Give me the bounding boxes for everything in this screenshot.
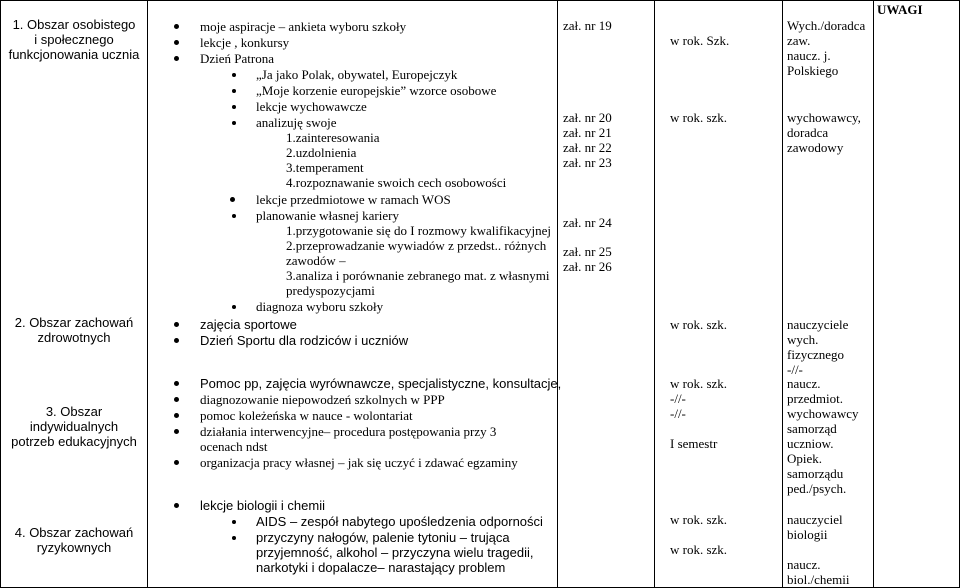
content-text: narkotyki i dopalacze– narastający problem bbox=[256, 560, 506, 575]
content-text: predyspozycjami bbox=[286, 283, 375, 298]
attachment-ref: zał. nr 20 bbox=[563, 110, 612, 125]
content-subitem: „Ja jako Polak, obywatel, Europejczyk bbox=[256, 67, 458, 82]
responsible-text: naucz. j. bbox=[787, 48, 831, 63]
content-subitem: „Moje korzenie europejskie” wzorce osobowe bbox=[256, 83, 497, 98]
uwagi-header: UWAGI bbox=[877, 2, 923, 17]
area-line: 2. Obszar zachowań bbox=[14, 315, 134, 330]
content-text: 2.uzdolnienia bbox=[286, 145, 357, 160]
content-item: zajęcia sportowe bbox=[200, 317, 297, 332]
content-item: lekcje przedmiotowe w ramach WOS bbox=[256, 192, 451, 207]
term: w rok. szk. bbox=[670, 376, 728, 391]
content-text: 1.przygotowanie się do I rozmowy kwalifikacyjnej bbox=[286, 223, 551, 238]
area-line: zdrowotnych bbox=[37, 330, 111, 345]
area-1 bbox=[2, 17, 146, 62]
col-border bbox=[0, 0, 1, 588]
term: -//- bbox=[670, 406, 686, 421]
area-line: funkcjonowania ucznia bbox=[8, 47, 140, 62]
responsible-text: ped./psych. bbox=[787, 481, 847, 496]
content-text: 2.przeprowadzanie wywiadów z przedst.. różnych bbox=[286, 238, 547, 253]
attachment-ref: zał. nr 23 bbox=[563, 155, 612, 170]
responsible-text: wych. bbox=[787, 332, 819, 347]
responsible-text: samorząd bbox=[787, 421, 837, 436]
col-border bbox=[782, 0, 783, 588]
content-item: organizacja pracy własnej – jak się uczyć i zdawać egzaminy bbox=[200, 455, 518, 470]
content-item: moje aspiracje – ankieta wyboru szkoły bbox=[200, 19, 407, 34]
responsible-text: -//- bbox=[787, 362, 803, 377]
responsible-text: doradca bbox=[787, 125, 829, 140]
area-line: potrzeb edukacyjnych bbox=[11, 434, 137, 449]
attachment-ref: zał. nr 25 bbox=[563, 244, 612, 259]
area-line: ryzykownych bbox=[36, 540, 112, 555]
responsible-text: samorządu bbox=[787, 466, 844, 481]
responsible-text: zawodowy bbox=[787, 140, 844, 155]
term: w rok. Szk. bbox=[670, 33, 730, 48]
content-subitem: AIDS – zespół nabytego upośledzenia odporności bbox=[256, 514, 543, 529]
content-subitem: diagnoza wyboru szkoły bbox=[256, 299, 384, 314]
term: w rok. szk. bbox=[670, 110, 728, 125]
responsible-text: fizycznego bbox=[787, 347, 845, 362]
content-text: 3.analiza i porównanie zebranego mat. z własnymi bbox=[286, 268, 550, 283]
content-text: przyjemność, alkohol – przyczyna wielu tragedii, bbox=[256, 545, 534, 560]
responsible-text: nauczyciele bbox=[787, 317, 849, 332]
content-subitem: lekcje wychowawcze bbox=[256, 99, 367, 114]
responsible-text: uczniow. bbox=[787, 436, 834, 451]
content-text: 1.zainteresowania bbox=[286, 130, 380, 145]
attachment-ref: zał. nr 24 bbox=[563, 215, 612, 230]
responsible-text: Opiek. bbox=[787, 451, 823, 466]
area-line: 3. Obszar indywidualnych bbox=[29, 404, 119, 434]
content-subitem: planowanie własnej kariery bbox=[256, 208, 399, 223]
responsible-text: naucz. bbox=[787, 557, 821, 572]
content-subitem: analizuję swoje bbox=[256, 115, 337, 130]
term: w rok. szk. bbox=[670, 512, 728, 527]
responsible-text: Polskiego bbox=[787, 63, 839, 78]
term: -//- bbox=[670, 391, 686, 406]
term: I semestr bbox=[670, 436, 718, 451]
responsible-text: naucz. bbox=[787, 376, 821, 391]
row-border bbox=[0, 0, 960, 1]
content-subitem: przyczyny nałogów, palenie tytoniu – trująca bbox=[256, 530, 510, 545]
responsible-text: zaw. bbox=[787, 33, 811, 48]
content-item: działania interwencyjne– procedura postępowania przy 3 bbox=[200, 424, 497, 439]
col-border bbox=[147, 0, 148, 588]
term: w rok. szk. bbox=[670, 542, 728, 557]
attachment-ref: zał. nr 22 bbox=[563, 140, 612, 155]
area-4 bbox=[2, 525, 146, 555]
attachment-ref: zał. nr 21 bbox=[563, 125, 612, 140]
area-line: 1. Obszar osobistego bbox=[12, 17, 136, 32]
content-text: 3.temperament bbox=[286, 160, 364, 175]
responsible-text: nauczyciel bbox=[787, 512, 843, 527]
col-border bbox=[873, 0, 874, 588]
attachment-ref: zał. nr 19 bbox=[563, 18, 612, 33]
responsible-text: przedmiot. bbox=[787, 391, 843, 406]
col-border bbox=[557, 0, 558, 588]
term: w rok. szk. bbox=[670, 317, 728, 332]
attachment-ref: zał. nr 26 bbox=[563, 259, 612, 274]
content-text: ocenach ndst bbox=[200, 439, 268, 454]
content-item: Dzień Sportu dla rodziców i uczniów bbox=[200, 333, 409, 348]
content-item: lekcje biologii i chemii bbox=[200, 498, 325, 513]
area-3 bbox=[2, 404, 146, 449]
area-2 bbox=[2, 315, 146, 345]
area-line: 4. Obszar zachowań bbox=[14, 525, 134, 540]
content-text: 4.rozpoznawanie swoich cech osobowości bbox=[286, 175, 507, 190]
content-item: Dzień Patrona bbox=[200, 51, 275, 66]
content-item: diagnozowanie niepowodzeń szkolnych w PPP bbox=[200, 392, 445, 407]
responsible-text: wychowawcy bbox=[787, 406, 859, 421]
content-item: Pomoc pp, zajęcia wyrównawcze, specjalistyczne, konsultacje, bbox=[200, 376, 562, 391]
content-item: pomoc koleżeńska w nauce - wolontariat bbox=[200, 408, 413, 423]
responsible-text: biol./chemii bbox=[787, 572, 850, 587]
content-item: lekcje , konkursy bbox=[200, 35, 290, 50]
col-border bbox=[654, 0, 655, 588]
responsible-text: wychowawcy, bbox=[787, 110, 861, 125]
responsible-text: Wych./doradca bbox=[787, 18, 866, 33]
content-text: zawodów – bbox=[286, 253, 346, 268]
responsible-text: biologii bbox=[787, 527, 828, 542]
area-line: i społecznego bbox=[34, 32, 114, 47]
